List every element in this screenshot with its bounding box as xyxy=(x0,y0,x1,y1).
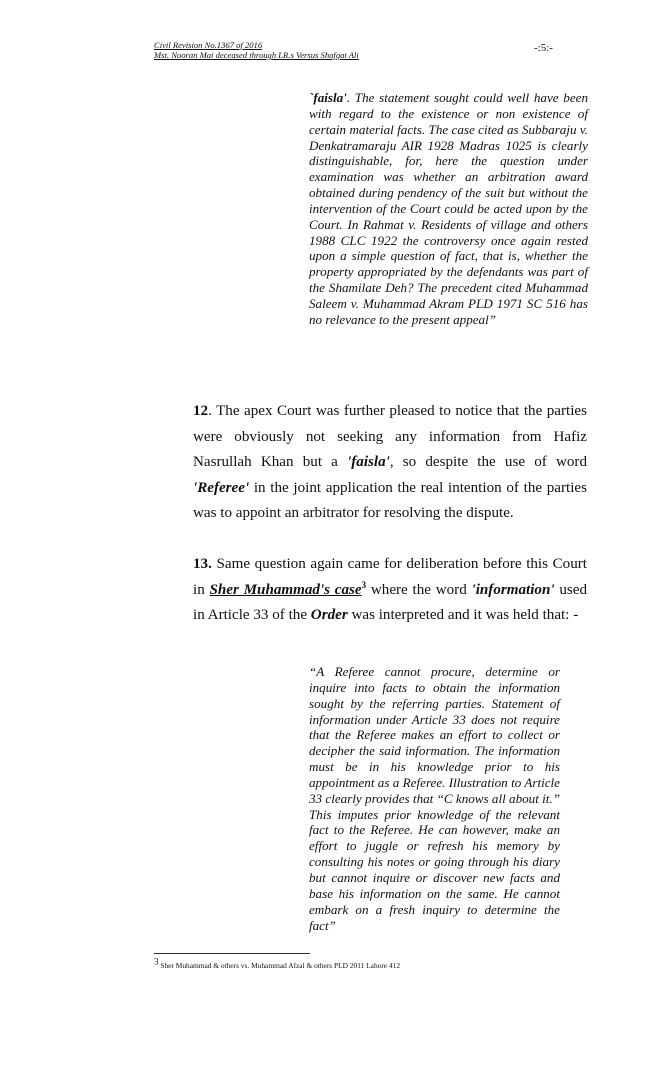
quotation-block-2 xyxy=(309,664,560,933)
paragraph-13 xyxy=(193,552,587,629)
term-information: 'information' xyxy=(471,581,555,598)
quote1-text: . The statement sought could well have been with regard to the existence or non existence of certain material facts. The case cited as Subbaraju v. Denkatramaraju AIR 1928 Madras 1025 is clearly distinguishable, for, here the question under examination was whether an arbitration award obtained during pendency of the suit but without the intervention of the Court could be acted upon by the Court. In Rahmat v. Residents of village and others 1988 CLC 1922 the controversy once again rested upon a simple question of fact, that is, whether the property appropriated by the defendants was part of the Shamilate Deh? The precedent cited Muhammad Saleem v. Muhammad Akram PLD 1971 SC 516 has no relevance to the present appeal” xyxy=(309,90,588,327)
paragraph-12-text-2: , so despite the use of word xyxy=(389,454,587,470)
paragraph-12-text-1: . The apex Court was further pleased to notice that the parties were obviously not seeking any information from Hafiz Nasrullah Khan but a xyxy=(193,403,587,470)
paragraph-13-number: 13. xyxy=(193,556,212,572)
term-referee: 'Referee' xyxy=(193,479,250,496)
footnote-mark: 3 xyxy=(154,956,159,967)
paragraph-12-text-3: in the joint application the real intention of the parties was to appoint an arbitrator for resolving the dispute. xyxy=(193,479,587,521)
paragraph-12-number: 12 xyxy=(193,403,209,419)
footnote-reference: 3 xyxy=(361,579,367,590)
paragraph-12 xyxy=(193,399,587,527)
term-faisla: 'faisla' xyxy=(347,454,390,470)
footnote xyxy=(154,956,401,970)
term-order: Order xyxy=(310,607,348,623)
paragraph-13-text-4: was interpreted and it was held that: - xyxy=(347,607,579,623)
page-number: -:5:- xyxy=(534,42,553,54)
footnote-text: Sher Muhammad & others vs. Muhammad Afzal & others PLD 2011 Lahore 412 xyxy=(158,961,401,970)
quotation-block-1 xyxy=(309,90,588,328)
quote1-lead: `faisla' xyxy=(309,90,347,105)
paragraph-13-text-1: Same question again came for deliberation before this Court in xyxy=(193,556,587,598)
paragraph-13-text-2: where the word xyxy=(366,581,472,598)
case-header xyxy=(154,40,359,60)
quote2-text: “A Referee cannot procure, determine or inquire into facts to obtain the information sought by the referring parties. Statement of information under Article 33 does not require that the Referee makes an effort to collect or decipher the said information. The information must be in his knowledge prior to his appointment as a Referee. Illustration to Article 33 clearly provides that “C knows all about it.” This imputes prior knowledge of the relevant fact to the Referee. He can however, make an effort to juggle or refresh his memory by consulting his notes or going through his diary but cannot inquire or discover new facts and base his information on the same. He cannot embark on a fresh inquiry to determine the fact” xyxy=(309,664,560,933)
case-title-line2: Mst. Nooran Mai deceased through LR.s Versus Shafqat Ali xyxy=(154,50,359,60)
case-title-line1: Civil Revision No.1367 of 2016 xyxy=(154,40,263,50)
footnote-separator xyxy=(154,953,310,954)
case-name: Sher Muhammad's case xyxy=(209,581,362,598)
paragraph-13-text-3: used in Article 33 of the xyxy=(193,581,587,623)
